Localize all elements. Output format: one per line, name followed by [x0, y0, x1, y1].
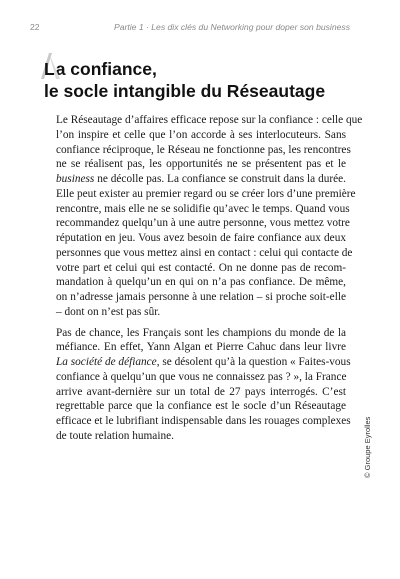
text-line: ne se réalisent pas, les opportunités ne se présentent pas et le: [56, 158, 346, 171]
page-number: 22: [30, 22, 40, 32]
drop-letter: [44, 58, 55, 80]
text-line: Le Réseautage d’affaires efficace repose sur la confiance : celle que: [56, 114, 363, 126]
chapter-title-line-2: le socle intangible du Réseautage: [44, 81, 326, 101]
copyright-credit: © Groupe Eyrolles: [363, 416, 372, 478]
title-line1-rest: a confiance,: [55, 59, 157, 79]
text-line: business ne décolle pas. La confiance se construit dans la durée.: [56, 173, 346, 185]
text-line: confiance réciproque, le Réseau ne fonctionne pas, les rencontres: [56, 143, 351, 156]
paragraph-1: [56, 113, 363, 320]
title-first-letter: L: [44, 59, 55, 79]
text-line: Pas de chance, les Français sont les champions du monde de la: [56, 326, 346, 339]
text-line: Elle peut exister au premier regard ou se créer lors d’une première: [56, 187, 356, 200]
text-line: méfiance. En effet, Yann Algan et Pierre Cahuc dans leur livre: [56, 341, 346, 354]
text-line: réputation en jeu. Vous avez besoin de faire confiance aux deux: [56, 232, 346, 244]
text-line: recommandez quelqu’un à une autre personne, vous mettez votre: [56, 217, 350, 230]
text-line: arrive avant-dernière sur un total de 27 pays interrogés. C’est: [56, 385, 346, 398]
text-line: personnes que vous mettez ainsi en contact : celui qui contacte de: [56, 246, 353, 259]
text-line: on n’adresse jamais personne à une relation – si proche soit-elle: [56, 291, 346, 303]
paragraph-2: [56, 326, 351, 444]
running-title: Partie 1 · Les dix clés du Networking pour doper son business: [114, 22, 350, 32]
text-line: mandation à quelqu’un en qui on n’a pas confiance. De même,: [56, 276, 346, 289]
text-line: votre part et celui qui est contacté. On ne donne pas de recom-: [56, 261, 346, 274]
text-line: confiance à quelqu’un que vous ne connaissez pas ? », la France: [56, 370, 347, 383]
running-header: [30, 20, 350, 34]
body-text: [56, 113, 363, 450]
text-line: La société de défiance, se désolent qu’à la question « Faites-vous: [56, 356, 351, 368]
chapter-title: [44, 58, 364, 102]
text-line: rencontre, mais elle ne se solidifie qu’avec le temps. Quand vous: [56, 202, 350, 215]
text-line: – dont on n’est pas sûr.: [56, 305, 161, 318]
chapter-title-line-1: [44, 58, 364, 80]
text-line: l’on inspire et celle que l’on accorde à ses interlocuteurs. Sans: [56, 128, 346, 141]
text-line: regrettable parce que la confiance est le socle d’un Réseautage: [56, 400, 346, 413]
text-line: efficace et le lubrifiant indispensable dans les rouages complexes: [56, 415, 351, 427]
text-line: de toute relation humaine.: [56, 429, 174, 442]
